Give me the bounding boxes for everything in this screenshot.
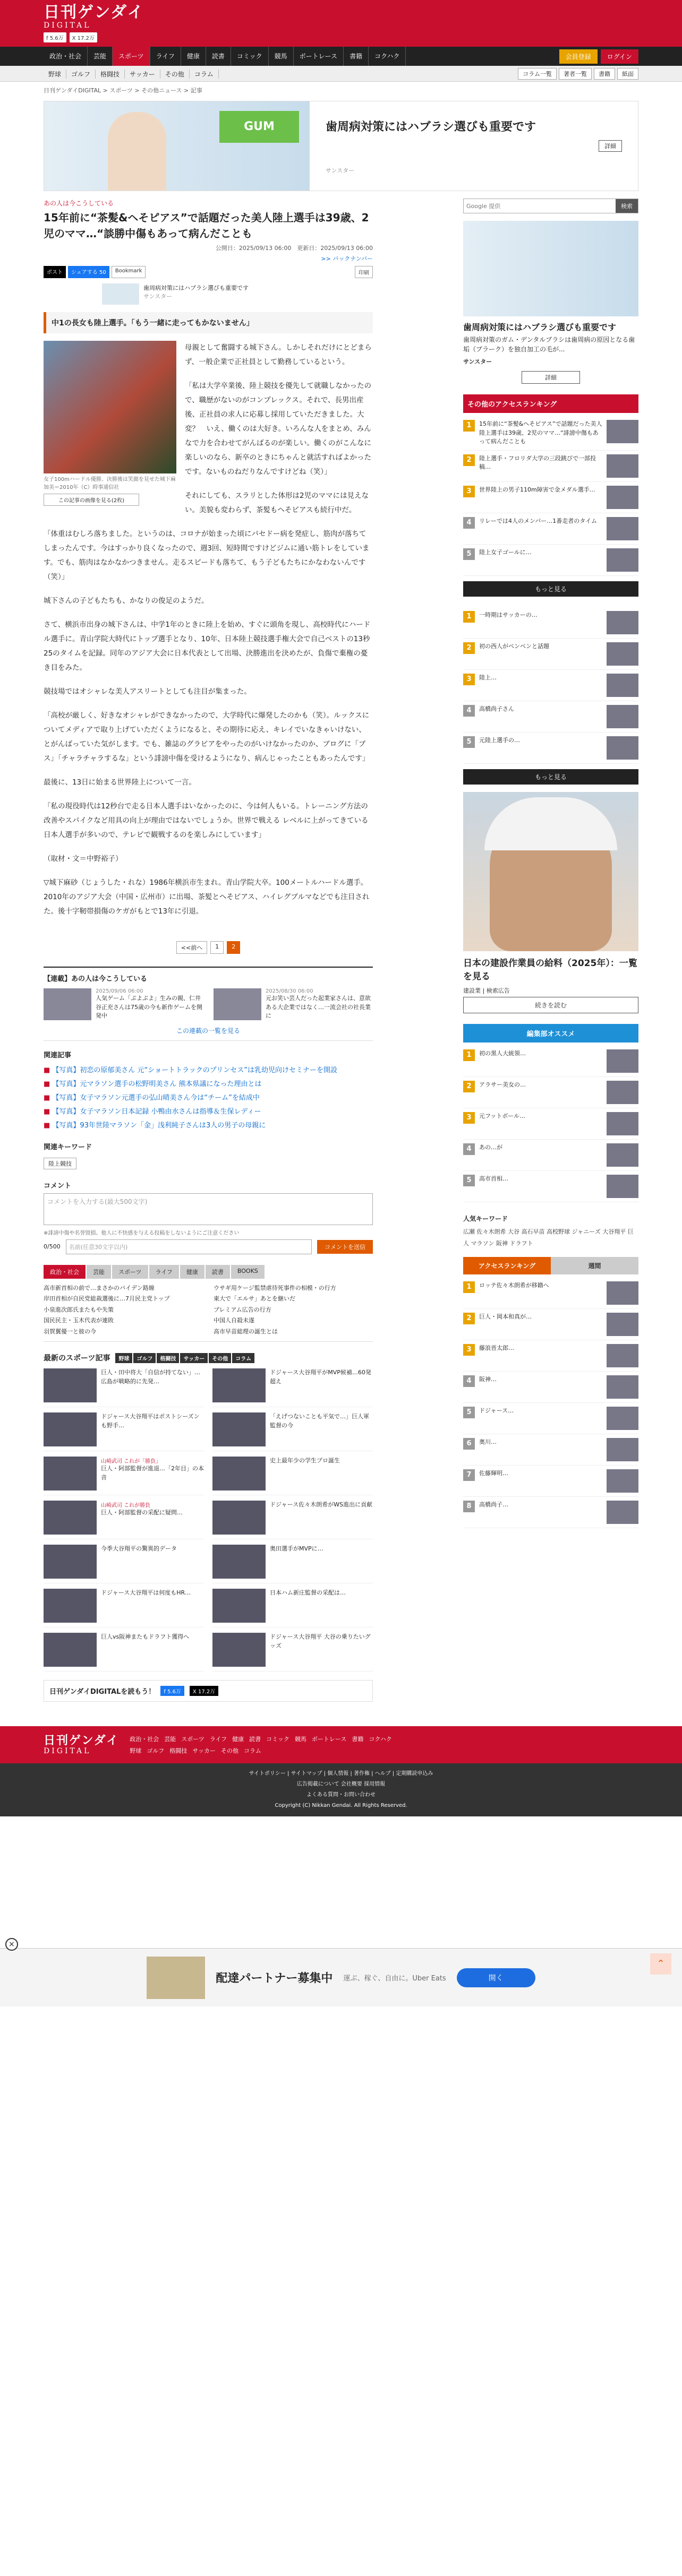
footer-nav-item[interactable]: コクハク (369, 1736, 392, 1743)
headline-item[interactable]: 羽賀翼優一と彼の今 (44, 1328, 96, 1335)
article-main (44, 199, 373, 1710)
latest-title[interactable]: 巨人・阿部監督が進退…「2年目」の本音 (101, 1465, 204, 1481)
article-paragraph: 「私は大学卒業後、陸上競技を優先して就職しなかったので、職歴がないのがコンプレックス。それで、長男出産後、正社員の求人に応募し採用していただきました。大変？ いえ、働くのは大好き。いろんな人をまとめ、みんなで力を合わせてがんばるのが楽しい。働くのがこんなに楽しいのなら、新卒のときにちゃんと就活すればよかったです。ないものねだりなんですけどね（笑）」 (185, 382, 371, 476)
footer-nav-item[interactable]: ライフ (209, 1736, 227, 1743)
related-item[interactable] (44, 988, 203, 1021)
snav-item[interactable]: 格闘技 (96, 70, 125, 79)
gnav-item[interactable]: 競馬 (269, 47, 294, 66)
latest-thumb (44, 1457, 97, 1491)
rank-thumb (607, 486, 638, 509)
rank-number: 3 (463, 486, 475, 497)
gnav-item[interactable]: 書籍 (344, 47, 369, 66)
latest-sports: 最新のスポーツ記事 野球 ゴルフ 格闘技 サッカー その他 コラム 巨人・田中将大「自信が持てない」…広島が戦略的に先発… ドジャース大谷翔平がMVP候補…60発超え ドジャース大谷翔平はポストシーズンも野手… 「えげつないことも平気で…」巨人軍監督の今 山崎武司 これが「勝負」 巨人・阿部監督が進退…「2年目」の本音 史上最年少の学生プロ誕生 山崎武司 これが勝負 巨人・阿部監督の采配に疑問… ドジャース佐々木朗希がWS進出に貢献 今季大谷翔平の驚異的データ 奥田選手がMVPに… ドジャース大谷翔平は何度もHR… 日本ハム新庄監督の采配は… 巨人vs阪神またもドラフト獲得へ ドジャース大谷翔平 大谷の乗りたいグッズ (44, 1352, 373, 1672)
footer-subnav-item[interactable]: コラム (244, 1747, 261, 1754)
footer-subnav-item[interactable]: 野球 (130, 1747, 142, 1754)
ranking-item[interactable] (463, 1046, 638, 1077)
global-nav (0, 47, 682, 66)
scroll-top-icon[interactable]: ⌃ (650, 1953, 671, 1975)
footer-nav-item[interactable]: コミック (266, 1736, 289, 1743)
article-paragraph: ▽城下麻砂（じょうした・れな）1986年横浜市生まれ。青山学院大卒。100メートルハードル選手。2010年のアジア大会（中国・広州市）に出場、茶髪とヘそピアス、ハイレグブルマなどでも注目された。後十字靭帯損傷のケガがもとで13年に引退。 (44, 878, 370, 916)
article-paragraph: （取材・文＝中野裕子） (44, 855, 123, 863)
latest-item[interactable] (44, 1368, 204, 1407)
rank-number: 2 (463, 454, 475, 466)
rank-thumb (607, 1407, 638, 1430)
snav-right-item[interactable]: 紙面 (617, 68, 638, 80)
rank-number: 3 (463, 1344, 475, 1356)
footer-nav-item[interactable]: 競馬 (294, 1736, 306, 1743)
rank-number: 5 (463, 1407, 475, 1418)
view-images-button[interactable]: この記事の画像を見る(2枚) (44, 494, 139, 506)
headline-item[interactable]: プレミアム広告の行方 (214, 1306, 271, 1313)
rank-thumb (607, 1143, 638, 1167)
pager-item[interactable]: 2 (227, 941, 240, 954)
rank-thumb (607, 611, 638, 634)
latest-item[interactable] (44, 1545, 204, 1583)
rank-number: 2 (463, 642, 475, 654)
gnav-item[interactable]: ライフ (150, 47, 181, 66)
latest-tab[interactable]: 野球 (115, 1353, 132, 1363)
rank-thumb (607, 1281, 638, 1305)
category-tab[interactable]: 政治・社会 (44, 1265, 86, 1279)
rank-title[interactable]: 高市首相… (479, 1175, 508, 1182)
rank-thumb (607, 420, 638, 443)
rank-title[interactable]: 初の西人がペンペンと話題 (479, 642, 549, 650)
related-link[interactable]: ■ 【写真】女子マラソン日本記録 小鴨由水さんは指導＆生保レディー (44, 1105, 373, 1119)
latest-item[interactable] (44, 1633, 204, 1672)
latest-tab[interactable]: コラム (232, 1353, 254, 1363)
search-button[interactable]: 検索 (616, 199, 638, 213)
latest-title[interactable]: 巨人・阿部監督の采配に疑問… (101, 1509, 183, 1516)
rank-number: 6 (463, 1438, 475, 1450)
related-date: 2025/08/30 06:00 (266, 988, 313, 994)
latest-title[interactable]: ドジャース大谷翔平がMVP候補…60発超え (270, 1369, 371, 1385)
gnav-item[interactable]: ボートレース (294, 47, 344, 66)
ranking-item[interactable] (463, 607, 638, 639)
ranking-item[interactable] (463, 545, 638, 576)
rank-title[interactable]: 巨人・岡本和真が… (479, 1313, 532, 1320)
ranking-item[interactable] (463, 513, 638, 545)
snav-right-item[interactable]: コラム一覧 (518, 68, 557, 80)
gnav-item[interactable]: 政治・社会 (44, 47, 88, 66)
comment-textarea[interactable]: コメントを入力する(最大500文字) (44, 1193, 373, 1225)
inline-ad[interactable]: 歯周病対策にはハブラシ選びも重要です サンスター (44, 283, 373, 305)
ranking-item[interactable] (463, 1140, 638, 1171)
rank-title[interactable]: 世界陸上の男子110m障害で金メダル選手… (479, 486, 595, 493)
rank-thumb (607, 705, 638, 728)
facebook-follow-button[interactable]: f 5.6万 (160, 1686, 184, 1696)
gnav-item[interactable]: 読書 (206, 47, 231, 66)
ranking2-more-button[interactable]: もっと見る (463, 769, 638, 785)
related-links: 関連記事 ■ 【写真】初恋の原郁美さん 元“ショートトラックのプリンセス”は乳幼児向けセミナーを開設 ■ 【写真】元マラソン選手の松野明美さん 熊本県議になった理由とは ■ 【写真】女子マラソン元選手の弘山晴美さん今は“チーム”を結成中 ■ 【写真】女子マラソン日本記録 小鴨由水さんは指導＆生保レディー ■ 【写真】93年世陸マラソン「金」浅利純子さんは3人の男子の母親に 関連キーワード 陸上競技 (44, 1049, 373, 1171)
construction-ad[interactable] (463, 792, 638, 951)
latest-item[interactable] (44, 1457, 204, 1495)
ranking-item[interactable] (463, 701, 638, 733)
bottom-ad-banner[interactable]: × 配達パートナー募集中 運ぶ、稼ぐ、自由に。Uber Eats 開く (0, 1948, 682, 2006)
ranking-item[interactable] (463, 1372, 638, 1403)
latest-tab[interactable]: サッカー (180, 1353, 208, 1363)
article-body (44, 341, 373, 919)
follow-box: 日刊ゲンダイDIGITALを読もう！ f 5.6万 X 17.2万 (44, 1680, 373, 1702)
rank-title[interactable]: あの…が (479, 1143, 502, 1151)
latest-item[interactable] (44, 1501, 204, 1539)
footer-subnav-item[interactable]: 格闘技 (169, 1747, 187, 1754)
member-button[interactable]: 会員登録 (559, 49, 598, 64)
article-paragraph: 母親として奮闘する城下さん。しかしそれだけにとどまらず、一般企業で正社員として勤務しているという。 (185, 343, 372, 366)
gnav-item[interactable]: 芸能 (88, 47, 113, 66)
search-input[interactable]: Google 提供 (466, 203, 501, 210)
related-series: 【連載】あの人は今こうしている 2025/09/06 06:00 人気ゲーム「ぷよぷよ」生みの親、仁井谷正充さんは75歳の今も新作ゲームを開発中 2025/08/30 06:00 元お笑い芸人だった起業家さんは、意欲ある大企業ではなく…一流会社の社長業に この連載の一覧を見る (44, 967, 373, 1041)
rank-title[interactable]: 陸上女子ゴールに… (479, 548, 532, 556)
category-tabs (44, 1265, 373, 1279)
article-title: 15年前に“茶髪&ヘそピアス”で話題だった美人陸上選手は39歳、2児のママ…“談勝中傷もあって病んだことも (44, 211, 369, 240)
latest-tab[interactable]: 格闘技 (157, 1353, 179, 1363)
footer-nav-item[interactable]: 芸能 (164, 1736, 176, 1743)
rank-title[interactable]: 藤浪晋太郎… (479, 1344, 514, 1351)
ranking-item[interactable] (463, 416, 638, 451)
latest-thumb (212, 1633, 266, 1667)
latest-item[interactable] (44, 1589, 204, 1627)
latest-title[interactable]: ドジャース大谷翔平 大谷の乗りたいグッズ (270, 1633, 371, 1649)
rank-thumb (607, 1112, 638, 1135)
side-ad-button[interactable]: 詳細 (522, 371, 580, 384)
rank-thumb (607, 1375, 638, 1399)
rank-number: 3 (463, 674, 475, 685)
ad-open-button[interactable]: 詳細 (599, 140, 622, 152)
banner-open-button[interactable]: 開く (457, 1968, 535, 1987)
latest-item[interactable] (212, 1501, 373, 1539)
footer-links: サイトポリシー | サイトマップ | 個人情報 | 著作権 | ヘルプ | 定期購読申込み 広告掲載について 会社概要 採用情報 よくある質問・お問い合わせ Copyright (C) Nikkan Gendai. All Rights Reserved. (0, 1763, 682, 1816)
rank-number: 4 (463, 705, 475, 717)
latest-thumb (44, 1412, 97, 1446)
article-category[interactable]: あの人は今こうしている (44, 200, 114, 207)
latest-thumb (44, 1368, 97, 1402)
rank-title[interactable]: ドジャース… (479, 1407, 514, 1414)
recommend-heading: 編集部オススメ (463, 1024, 638, 1043)
latest-title[interactable]: 巨人・田中将大「自信が持てない」…広島が戦略的に先発… (101, 1369, 200, 1385)
latest-title[interactable]: 「えげつないことも平気で…」巨人軍監督の今 (270, 1413, 369, 1429)
rank-thumb (607, 1081, 638, 1104)
x-follow-button[interactable]: X 17.2万 (190, 1686, 218, 1696)
footer-nav-item[interactable]: 政治・社会 (130, 1736, 159, 1743)
char-count: 0/500 (44, 1243, 61, 1250)
rank-number: 1 (463, 611, 475, 623)
latest-tab[interactable]: その他 (209, 1353, 231, 1363)
side-ad[interactable]: 歯周病対策にはハブラシ選びも重要です 歯周病対策のガム・デンタルブラシは歯周病の原因となる歯垢（プラーク）を独自加工の毛が... サンスター 詳細 (463, 221, 638, 384)
series-list-link[interactable]: この連載の一覧を見る (44, 1026, 373, 1041)
category-tab[interactable]: 読書 (206, 1265, 230, 1279)
rank-number: 7 (463, 1469, 475, 1481)
rank-thumb (607, 454, 638, 478)
rank-number: 4 (463, 1375, 475, 1387)
gnav-item[interactable]: 健康 (181, 47, 206, 66)
headline-item[interactable]: 国民民主・玉木代表が連敗 (44, 1317, 114, 1324)
ranking-item[interactable] (463, 733, 638, 764)
ranking-item[interactable] (463, 451, 638, 482)
rank-thumb (607, 517, 638, 540)
share-button[interactable]: シェアする 50 (68, 266, 109, 278)
rank-number: 4 (463, 517, 475, 529)
ranking-heading: その他のアクセスランキング (463, 394, 638, 413)
rank-number: 5 (463, 1175, 475, 1186)
comment-name-input[interactable]: 名前(任意30文字以内) (66, 1239, 312, 1254)
access-tab[interactable]: 週間 (551, 1257, 638, 1274)
latest-thumb (212, 1545, 266, 1579)
latest-title[interactable]: 巨人vs阪神またもドラフト獲得へ (101, 1633, 190, 1640)
latest-tab[interactable]: ゴルフ (133, 1353, 156, 1363)
related-item[interactable] (214, 988, 373, 1021)
related-thumb (214, 988, 261, 1020)
headline-item[interactable]: 中国人自殺未遂 (214, 1317, 254, 1324)
article-paragraph: 「高校が厳しく、好きなオシャレができなかったので、大学時代に爆発したのかも（笑）。ルックスについてメディアで取り上げていただくようになると、その期待に応え、キレイでいなきゃいけない、とがんばっていた気がします。でも、雑誌のグラビアをやったのがいけなかったのか、ブログに「ブス」「チャラチャラするな」という誹謗中傷を受けるようになり、病んじゃったこともあったんです」 (44, 711, 370, 763)
ranking-item[interactable] (463, 1077, 638, 1108)
rank-title[interactable]: 阪神… (479, 1375, 497, 1383)
headline-item[interactable]: 東大で「エルサ」あとを継いだ (214, 1295, 295, 1302)
footer-nav-item[interactable]: スポーツ (181, 1736, 204, 1743)
rank-title[interactable]: 初の黒人大統領… (479, 1049, 526, 1057)
latest-thumb (212, 1457, 266, 1491)
rank-title[interactable]: アラサー美女の… (479, 1081, 526, 1088)
rank-number: 4 (463, 1143, 475, 1155)
ranking-item[interactable] (463, 1466, 638, 1497)
share-button[interactable]: ポスト (44, 266, 66, 278)
pager (44, 941, 373, 954)
footer-subnav-item[interactable]: サッカー (192, 1747, 216, 1754)
rank-title[interactable]: 陸上選手・フロリダ大学の三段跳びで一部投稿… (479, 454, 596, 470)
rank-title[interactable]: 奥川… (479, 1438, 497, 1445)
updated-date: 更新日：2025/09/13 06:00 (297, 245, 373, 252)
rank-thumb (607, 1175, 638, 1198)
snav-right (518, 68, 638, 80)
latest-item[interactable] (212, 1412, 373, 1451)
breadcrumb[interactable]: 日刊ゲンダイDIGITAL > スポーツ > その他ニュース > 記事 (44, 87, 202, 94)
sidebar: Google 提供 検索 歯周病対策にはハブラシ選びも重要です 歯周病対策のガム・デンタルブラシは歯周病の原因となる歯垢（プラーク）を独自加工の毛が... サンスター 詳細 その他のアクセスランキング 1 15年前に“茶髪&ヘそピアス”で話題だった美人陸上選手は39歳、2児のママ…“誹謗中傷もあって病んだことも 2 陸上選手・フロリダ大学の三段跳びで一部投稿… 3 世界陸上の男子110m障害で金メダル選手… 4 リレーでは4人のメンバー…1番走者のタイム 5 陸上女子ゴールに… もっと見る 1 一時期はサッカーの… 2 初の西人がペンペンと話題 3 陸上… 4 高橋尚子さん 5 元陸上選手の… もっと見る 日本の建設作業員の給料（2025年）：一覧を見る 建設業 | 検索広告 続きを読む 編集部オススメ 1 初の黒人大統領… 2 アラサー美女の… 3 元フットボール… 4 あの…が 5 高市首相… 人気キーワード 広瀬 佐々木朗希 大谷 高石早苗 高校野球 ジャニーズ 大谷翔平 巨人 マラソン 阪神 ドラフト アクセスランキング 週間 1 ロッテ佐々木朗希が移籍へ 2 巨人・岡本和真が… 3 藤浪晋太郎… 4 阪神… 5 ドジャース… 6 奥川… 7 佐藤輝明… 8 高橋尚子… (463, 199, 638, 1710)
headline-item[interactable]: ウサギ用ケージ監禁虐待死事件の相模・の行方 (214, 1284, 336, 1291)
pager-item[interactable]: 1 (210, 941, 224, 954)
x-follow[interactable]: X 17.2万 (70, 32, 97, 42)
rank-title[interactable]: 一時期はサッカーの… (479, 611, 538, 618)
snav-item[interactable]: その他 (160, 70, 190, 79)
gnav-item[interactable]: コクハク (369, 47, 406, 66)
ranking-item[interactable] (463, 1340, 638, 1372)
headline-item[interactable]: 小泉進次郎氏またもや失策 (44, 1306, 114, 1313)
comment-submit-button[interactable]: コメントを送信 (317, 1240, 373, 1254)
rank-thumb (607, 1438, 638, 1461)
article-paragraph: 「私の現役時代は12秒台で走る日本人選手はいなかったのに、今は何人もいる。トレーニング方法の改善やスパイクなど用具の向上が理由ではないでしょうか。世界で戦える レベルに上がってきている日本人選手が多いので、テレビで観戦するのを楽しみにしています」 (44, 802, 369, 839)
footer: 日刊ゲンダイ DIGITAL 政治・社会 芸能 スポーツ ライフ 健康 読書 コミック 競馬 ボートレース 書籍 コクハク 野球 ゴルフ 格闘技 サッカー その他 コラム (0, 1726, 682, 1763)
related-link[interactable]: ■ 【写真】女子マラソン元選手の弘山晴美さん今は“チーム”を結成中 (44, 1091, 373, 1105)
ranking-item[interactable] (463, 482, 638, 513)
latest-thumb (212, 1501, 266, 1535)
sub-heading: 中1の長女も陸上選手。「もう一緒に走ってもかないません」 (44, 312, 373, 333)
headline-list (44, 1279, 373, 1342)
footer-subnav-item[interactable]: ゴルフ (147, 1747, 165, 1754)
ranking-item[interactable] (463, 1497, 638, 1528)
footer-nav-item[interactable]: 書籍 (352, 1736, 364, 1743)
comment-section: コメント コメントを入力する(最大500文字) ※誹謗中傷や名誉毀損、他人に不快感を与える投稿をしないようにご注意ください 0/500 名前(任意30文字以内) コメントを送信 (44, 1180, 373, 1254)
article-paragraph: 城下さんの子どもたちも、かなりの俊足のようだ。 (44, 597, 209, 605)
article-paragraph: 競技場ではオシャレな美人アスリートとしても注目が集まった。 (44, 687, 251, 696)
latest-item[interactable] (212, 1368, 373, 1407)
rank-title[interactable]: 高橋尚子さん (479, 705, 514, 712)
athlete-photo[interactable] (44, 341, 176, 473)
ranking-more-button[interactable]: もっと見る (463, 581, 638, 597)
ranking-item[interactable] (463, 670, 638, 701)
latest-title[interactable]: 奥田選手がMVPに… (270, 1545, 323, 1552)
related-link[interactable]: ■ 【写真】元マラソン選手の松野明美さん 熊本県議になった理由とは (44, 1078, 373, 1091)
print-button[interactable]: 印刷 (355, 266, 373, 278)
latest-thumb (212, 1368, 266, 1402)
related-title[interactable]: 元お笑い芸人だった起業家さんは、意欲ある大企業ではなく…一流会社の社長業に (266, 995, 371, 1019)
rank-thumb (607, 1313, 638, 1336)
account-buttons (559, 49, 638, 64)
category-tab[interactable]: スポーツ (112, 1265, 148, 1279)
rank-number: 5 (463, 548, 475, 560)
headline-item[interactable]: 岸田首相が自民党総裁選後に…7月民主党トップ (44, 1295, 170, 1302)
snav-item[interactable]: ゴルフ (66, 70, 96, 79)
rank-number: 3 (463, 1112, 475, 1124)
latest-thumb (44, 1545, 97, 1579)
rank-title[interactable]: ロッテ佐々木朗希が移籍へ (479, 1281, 549, 1289)
latest-item[interactable] (212, 1457, 373, 1495)
ranking-item[interactable] (463, 1278, 638, 1309)
snav-right-item[interactable]: 書籍 (594, 68, 615, 80)
close-icon[interactable]: × (5, 1938, 18, 1951)
category-tab[interactable]: ライフ (149, 1265, 179, 1279)
share-button[interactable]: Bookmark (112, 266, 146, 278)
headline-item[interactable]: 高市早苗総理の誕生とは (214, 1328, 278, 1335)
latest-item[interactable] (212, 1633, 373, 1672)
latest-category: 山崎武司 これが「勝負」 (101, 1459, 161, 1464)
popular-keywords: 人気キーワード 広瀬 佐々木朗希 大谷 高石早苗 高校野球 ジャニーズ 大谷翔平 巨人 マラソン 阪神 ドラフト (463, 1214, 634, 1247)
rank-thumb (607, 642, 638, 666)
rank-title[interactable]: 元陸上選手の… (479, 736, 520, 744)
footer-nav-item[interactable]: 健康 (232, 1736, 244, 1743)
category-tab[interactable]: BOOKS (231, 1265, 265, 1279)
latest-thumb (44, 1501, 97, 1535)
related-link[interactable]: ■ 【写真】初恋の原郁美さん 元“ショートトラックのプリンセス”は乳幼児向けセミナーを開設 (44, 1064, 373, 1078)
rank-title[interactable]: 佐藤輝明… (479, 1469, 508, 1477)
article-paragraph: 最後に、13日に始まる世界陸上について一言。 (44, 778, 196, 787)
rank-thumb (607, 1469, 638, 1493)
latest-title[interactable]: ドジャース佐々木朗希がWS進出に貢献 (270, 1501, 373, 1508)
rank-number: 8 (463, 1501, 475, 1512)
headline-item[interactable]: 高市新首相の前で…まさかのバイデン路線 (44, 1284, 155, 1291)
latest-item[interactable] (212, 1589, 373, 1627)
rank-number: 1 (463, 1049, 475, 1061)
ranking-item[interactable] (463, 1434, 638, 1466)
category-tab[interactable]: 健康 (180, 1265, 204, 1279)
ranking-item[interactable] (463, 1309, 638, 1340)
site-header (0, 0, 682, 47)
latest-thumb (212, 1589, 266, 1623)
read-more-button[interactable]: 続きを読む (463, 997, 638, 1013)
site-logo[interactable]: 日刊ゲンダイ DIGITAL (44, 3, 144, 30)
rank-title[interactable]: 元フットボール… (479, 1112, 526, 1119)
rank-number: 1 (463, 1281, 475, 1293)
ranking-item[interactable] (463, 1171, 638, 1202)
snav-item[interactable]: 野球 (44, 70, 66, 79)
latest-item[interactable] (212, 1545, 373, 1583)
rank-title[interactable]: リレーでは4人のメンバー…1番走者のタイム (479, 517, 598, 524)
latest-thumb (44, 1633, 97, 1667)
category-tab[interactable]: 芸能 (87, 1265, 111, 1279)
related-date: 2025/09/06 06:00 (96, 988, 143, 994)
site-search (463, 199, 638, 213)
rank-thumb (607, 1501, 638, 1524)
rank-title[interactable]: 高橋尚子… (479, 1501, 508, 1508)
rank-thumb (607, 674, 638, 697)
footer-nav-item[interactable]: ボートレース (311, 1736, 347, 1743)
related-link[interactable]: ■ 【写真】93年世陸マラソン「金」浅利純子さんは3人の男子の母親に (44, 1119, 373, 1133)
rank-number: 2 (463, 1081, 475, 1092)
latest-thumb (212, 1412, 266, 1446)
article-figure: 女子100mハードル優勝、決勝後は笑顔を見せた城下麻加美＝2010年（C）時事通信社 この記事の画像を見る(2枚) (44, 341, 176, 506)
latest-item[interactable] (44, 1412, 204, 1451)
ranking-item[interactable] (463, 1403, 638, 1434)
article-paragraph: さて、横浜市出身の城下さんは、中学1年のときに陸上を始め、すぐに頭角を現し、高校時代にハードル選手に。青山学院大時代にトップ選手となり、10年、日本陸上競技選手権大会で自己ベストの13秒25のタイムを記録。同年のアジア大会に日本代表として出場、決勝進出を決めたが、負傷で棄権の憂き目をみた。 (44, 621, 371, 672)
article-paragraph: それにしても、スラリとした体形は2児のママには見えない。美貌も変わらず、茶髪もヘそピアスも続行中だ。 (185, 492, 369, 514)
ranking-item[interactable] (463, 1108, 638, 1140)
gnav-item[interactable]: スポーツ (113, 47, 150, 66)
rank-number: 1 (463, 420, 475, 432)
related-thumb (44, 988, 91, 1020)
latest-title[interactable]: ドジャース大谷翔平はポストシーズンも野手… (101, 1413, 200, 1429)
facebook-follow[interactable]: f 5.6万 (44, 32, 66, 42)
access-tab[interactable]: アクセスランキング (463, 1257, 551, 1274)
sub-nav (0, 66, 682, 82)
rank-thumb (607, 1049, 638, 1073)
article-paragraph: 「体重はむしろ落ちました。というのは、コロナが始まった頃にパセドー病を発症し、筋肉が落ちてしまったんです。今はすっかり良くなったので、週3回、短時間ですけどジムに通い筋トレをしています。でも、筋肉はなかなかつきません。走るスピードも落ちて、もう子どもたちにかなわないんです（笑）」 (44, 530, 370, 581)
latest-category: 山崎武司 これが勝負 (101, 1503, 151, 1509)
latest-title[interactable]: ドジャース大谷翔平は何度もHR… (101, 1589, 191, 1596)
top-ad[interactable]: GUM 歯周病対策にはハブラシ選びも重要です サンスター 詳細 (44, 101, 638, 191)
login-button[interactable]: ログイン (601, 49, 638, 64)
footer-nav-item[interactable]: 読書 (249, 1736, 261, 1743)
rank-number: 2 (463, 1313, 475, 1324)
back-number-link[interactable]: >> バックナンバー (321, 255, 373, 262)
keyword-tag[interactable]: 陸上競技 (44, 1158, 76, 1169)
snav-right-item[interactable]: 著者一覧 (559, 68, 592, 80)
ranking-item[interactable] (463, 639, 638, 670)
rank-title[interactable]: 15年前に“茶髪&ヘそピアス”で話題だった美人陸上選手は39歳、2児のママ…“誹謗中傷もあって病んだことも (479, 420, 602, 445)
rank-title[interactable]: 陸上… (479, 674, 497, 681)
footer-subnav-item[interactable]: その他 (221, 1747, 239, 1754)
pager-item[interactable]: <<前へ (176, 941, 207, 954)
snav-item[interactable]: サッカー (125, 70, 160, 79)
rank-thumb (607, 736, 638, 760)
latest-thumb (44, 1589, 97, 1623)
snav-item[interactable]: コラム (190, 70, 219, 79)
rank-number: 5 (463, 736, 475, 748)
published-date: 公開日：2025/09/13 06:00 (215, 245, 292, 252)
related-title[interactable]: 人気ゲーム「ぷよぷよ」生みの親、仁井谷正充さんは75歳の今も新作ゲームを開発中 (96, 995, 202, 1019)
latest-title[interactable]: 史上最年少の学生プロ誕生 (270, 1457, 340, 1464)
rank-thumb (607, 1344, 638, 1367)
gnav-item[interactable]: コミック (231, 47, 269, 66)
latest-title[interactable]: 今季大谷翔平の驚異的データ (101, 1545, 177, 1552)
rank-thumb (607, 548, 638, 572)
latest-title[interactable]: 日本ハム新庄監督の采配は… (270, 1589, 346, 1596)
